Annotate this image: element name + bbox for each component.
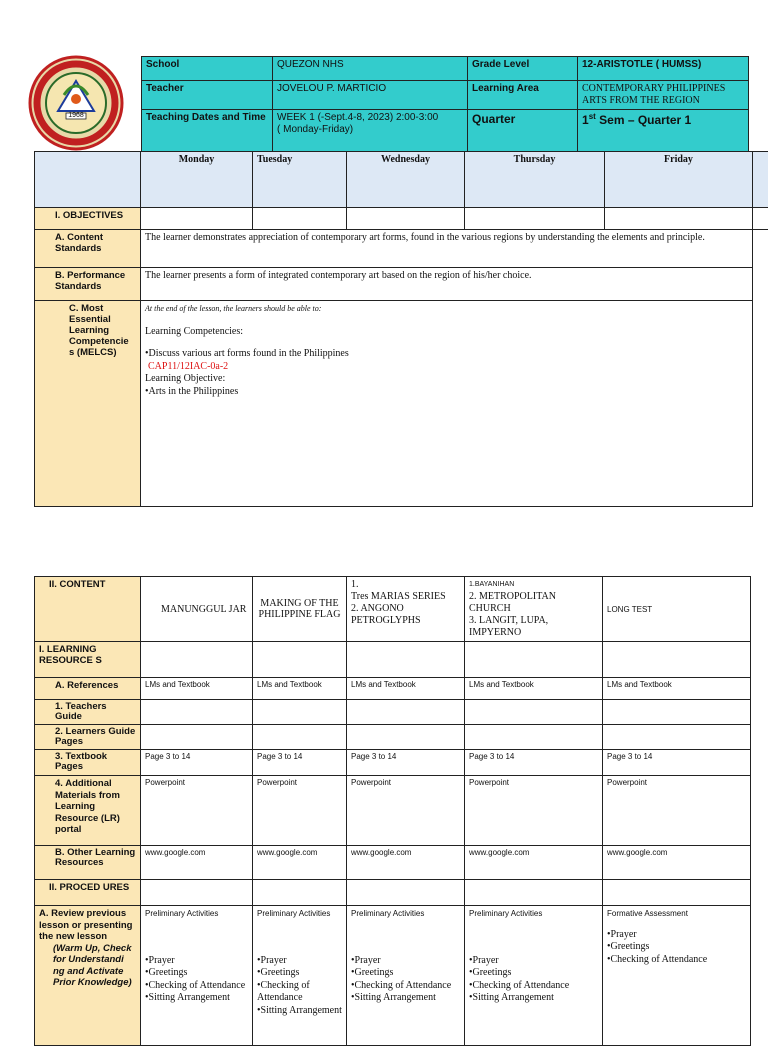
other-thu: www.google.com <box>465 846 603 880</box>
objectives-thu <box>465 208 605 230</box>
tg-mon <box>141 700 253 725</box>
content-tuesday: MAKING OF THE PHILIPPINE FLAG <box>253 577 347 642</box>
textbook-pages-label: 3. Textbook Pages <box>35 750 141 776</box>
lg-fri <box>603 725 751 750</box>
objectives-mon <box>141 208 253 230</box>
school-seal-icon <box>24 55 128 151</box>
lg-thu <box>465 725 603 750</box>
teachers-guide-label: 1. Teachers Guide <box>35 700 141 725</box>
lr-fri <box>603 642 751 678</box>
references-mon: LMs and Textbook <box>141 678 253 700</box>
objectives-tue <box>253 208 347 230</box>
other-wed: www.google.com <box>347 846 465 880</box>
references-tue: LMs and Textbook <box>253 678 347 700</box>
tg-thu <box>465 700 603 725</box>
header-table <box>141 56 749 153</box>
melcs-objective: •Arts in the Philippines <box>145 386 748 399</box>
grade-level-value: 12-ARISTOTLE ( HUMSS) <box>578 57 749 81</box>
tg-tue <box>253 700 347 725</box>
learning-area-label: Learning Area <box>468 81 578 110</box>
day-thursday: Thursday <box>465 152 605 208</box>
proc-thu <box>465 880 603 906</box>
references-label: A. References <box>35 678 141 700</box>
day-tuesday: Tuesday <box>253 152 347 208</box>
quarter-label: Quarter <box>468 110 578 153</box>
melcs-intro: At the end of the lesson, the learners should be able to: <box>145 303 748 316</box>
content-friday: LONG TEST <box>603 577 751 642</box>
additional-materials-label: 4. Additional Materials from Learning Resource (LR) portal <box>35 776 141 846</box>
procedures-label: II. PROCED URES <box>35 880 141 906</box>
review-monday: Preliminary Activities •Prayer •Greetings •Checking of Attendance •Sitting Arrangement <box>141 906 253 1046</box>
textbook-wed: Page 3 to 14 <box>347 750 465 776</box>
other-fri: www.google.com <box>603 846 751 880</box>
objectives-heading: I. OBJECTIVES <box>35 208 141 230</box>
day-extra <box>753 152 768 208</box>
learning-resources-label: I. LEARNING RESOURCE S <box>35 642 141 678</box>
tg-wed <box>347 700 465 725</box>
quarter-value: 1st Sem – Quarter 1 <box>578 110 749 153</box>
review-tuesday: Preliminary Activities •Prayer •Greetings •Checking of Attendance •Sitting Arrangement <box>253 906 347 1046</box>
days-corner <box>35 152 141 208</box>
textbook-fri: Page 3 to 14 <box>603 750 751 776</box>
performance-standards-label: B. Performance Standards <box>35 268 141 301</box>
melcs-competencies-label: Learning Competencies: <box>145 326 748 339</box>
review-lesson-label: A. Review previous lesson or presenting the new lesson (Warm Up, Check for Understandi ng and Activate Prior Knowledge) <box>35 906 141 1046</box>
textbook-tue: Page 3 to 14 <box>253 750 347 776</box>
content-monday: MANUNGGUL JAR <box>141 577 253 642</box>
review-thursday: Preliminary Activities •Prayer •Greetings •Checking of Attendance •Sitting Arrangement <box>465 906 603 1046</box>
teaching-dates-value: WEEK 1 (-Sept.4-8, 2023) 2:00-3:00 ( Monday-Friday) <box>273 110 468 153</box>
teaching-dates-label: Teaching Dates and Time <box>142 110 273 153</box>
objectives-table <box>34 151 768 507</box>
references-thu: LMs and Textbook <box>465 678 603 700</box>
additional-fri: Powerpoint <box>603 776 751 846</box>
content-wednesday: 1. Tres MARIAS SERIES 2. ANGONO PETROGLYPHS <box>347 577 465 642</box>
other-resources-label: B. Other Learning Resources <box>35 846 141 880</box>
lr-wed <box>347 642 465 678</box>
other-mon: www.google.com <box>141 846 253 880</box>
melcs-code: CAP11/12IAC-0a-2 <box>145 361 748 374</box>
lg-tue <box>253 725 347 750</box>
performance-standards-text: The learner presents a form of integrated contemporary art based on the region of his/her choice. <box>141 268 753 301</box>
content-table <box>34 576 751 1046</box>
content-label: II. CONTENT <box>35 577 141 642</box>
melcs-label: C. Most Essential Learning Competencie s (MELCS) <box>35 301 141 507</box>
additional-tue: Powerpoint <box>253 776 347 846</box>
logo-year: 1968 <box>64 112 88 119</box>
content-standards-extra <box>753 230 768 268</box>
references-fri: LMs and Textbook <box>603 678 751 700</box>
learners-guide-label: 2. Learners Guide Pages <box>35 725 141 750</box>
school-value: QUEZON NHS <box>273 57 468 81</box>
content-standards-label: A. Content Standards <box>35 230 141 268</box>
other-tue: www.google.com <box>253 846 347 880</box>
textbook-mon: Page 3 to 14 <box>141 750 253 776</box>
content-standards-text: The learner demonstrates appreciation of contemporary art forms, found in the various regions by understanding the elements and principle. <box>141 230 753 268</box>
school-logo <box>24 55 128 151</box>
proc-fri <box>603 880 751 906</box>
lg-wed <box>347 725 465 750</box>
tg-fri <box>603 700 751 725</box>
teacher-value: JOVELOU P. MARTICIO <box>273 81 468 110</box>
review-friday: Formative Assessment •Prayer •Greetings •Checking of Attendance <box>603 906 751 1046</box>
proc-wed <box>347 880 465 906</box>
learning-area-value: CONTEMPORARY PHILIPPINES ARTS FROM THE REGION <box>578 81 749 110</box>
melcs-text <box>141 301 753 507</box>
day-wednesday: Wednesday <box>347 152 465 208</box>
proc-tue <box>253 880 347 906</box>
school-label: School <box>142 57 273 81</box>
melcs-extra <box>753 301 768 507</box>
day-monday: Monday <box>141 152 253 208</box>
additional-thu: Powerpoint <box>465 776 603 846</box>
additional-mon: Powerpoint <box>141 776 253 846</box>
references-wed: LMs and Textbook <box>347 678 465 700</box>
performance-standards-extra <box>753 268 768 301</box>
content-thursday: 1.BAYANIHAN 2. METROPOLITAN CHURCH 3. LANGIT, LUPA, IMPYERNO <box>465 577 603 642</box>
objectives-extra <box>753 208 768 230</box>
melcs-objective-label: Learning Objective: <box>145 373 748 386</box>
grade-level-label: Grade Level <box>468 57 578 81</box>
lg-mon <box>141 725 253 750</box>
proc-mon <box>141 880 253 906</box>
objectives-fri <box>605 208 753 230</box>
objectives-wed <box>347 208 465 230</box>
review-lesson-sublabel: (Warm Up, Check for Understandi ng and Activate Prior Knowledge) <box>39 943 136 989</box>
additional-wed: Powerpoint <box>347 776 465 846</box>
lr-tue <box>253 642 347 678</box>
day-friday: Friday <box>605 152 753 208</box>
textbook-thu: Page 3 to 14 <box>465 750 603 776</box>
melcs-competency: •Discuss various art forms found in the Philippines <box>145 348 748 361</box>
lr-thu <box>465 642 603 678</box>
teacher-label: Teacher <box>142 81 273 110</box>
lr-mon <box>141 642 253 678</box>
review-wednesday: Preliminary Activities •Prayer •Greetings •Checking of Attendance •Sitting Arrangement <box>347 906 465 1046</box>
